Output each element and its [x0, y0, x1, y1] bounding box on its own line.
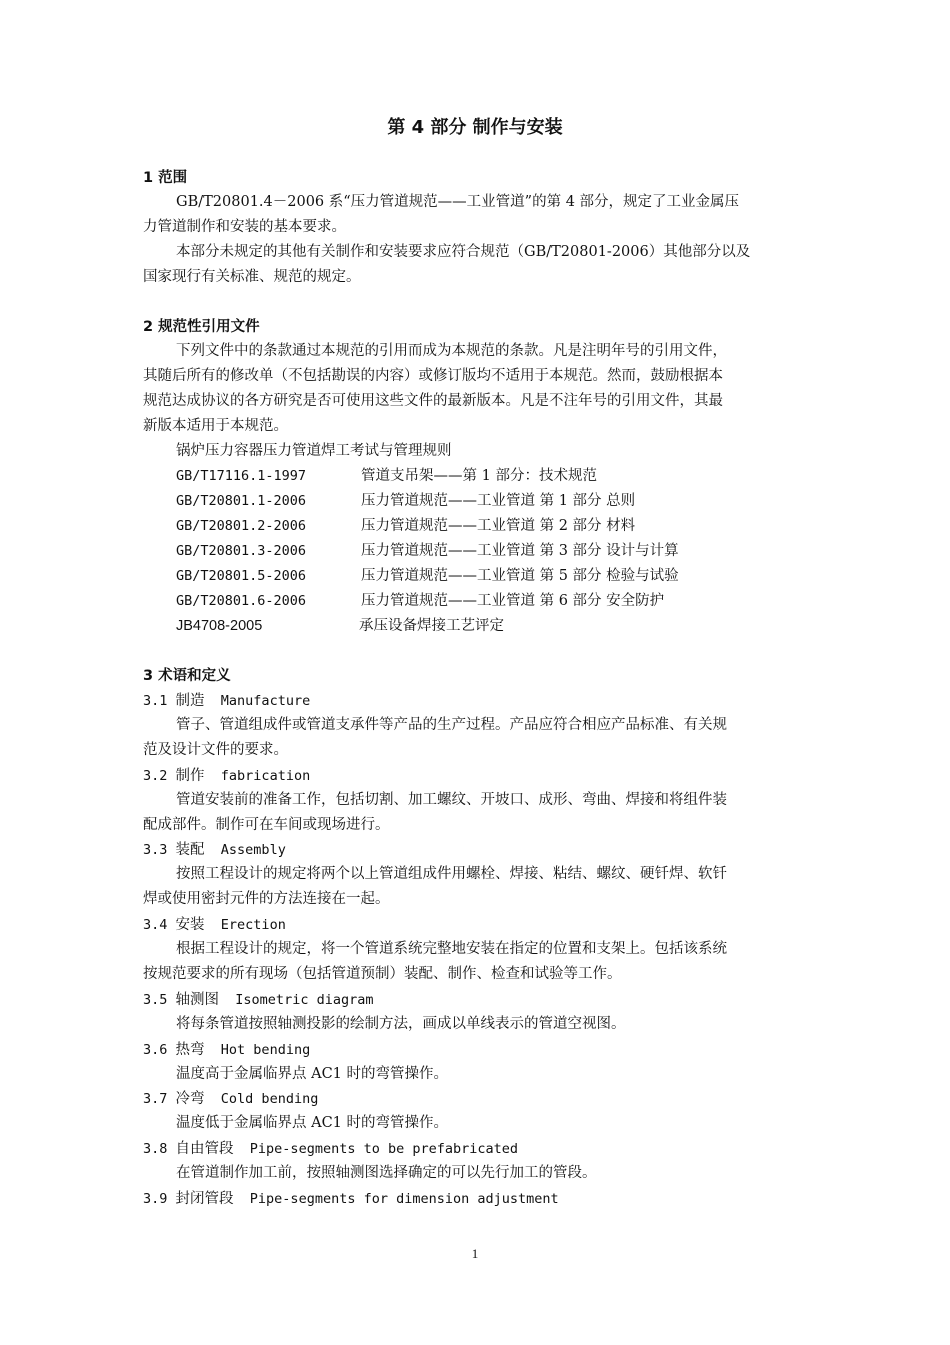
term-english: Pipe-segments for dimension adjustment — [249, 1191, 559, 1207]
term-number: 3.5 — [143, 992, 168, 1008]
definition-line: 配成部件。制作可在车间或现场进行。 — [143, 817, 390, 833]
reference-name: 压力管道规范——工业管道 第 6 部分 安全防护 — [361, 593, 665, 609]
definition-line: 温度低于金属临界点 AC1 时的弯管操作。 — [176, 1115, 449, 1131]
reference-name: 压力管道规范——工业管道 第 2 部分 材料 — [361, 518, 636, 534]
paragraph-line: 新版本适用于本规范。 — [143, 418, 288, 434]
paragraph-line: 其随后所有的修改单（不包括勘误的内容）或修订版均不适用于本规范。然而，鼓励根据本 — [143, 368, 723, 384]
definition-line: 按规范要求的所有现场（包括管道预制）装配、制作、检查和试验等工作。 — [143, 966, 622, 982]
reference-name: 承压设备焊接工艺评定 — [359, 618, 504, 634]
term-english: fabrication — [220, 768, 311, 784]
term-chinese: 安装 — [175, 917, 205, 933]
reference-code: GB/T20801.2-2006 — [176, 518, 307, 534]
term-chinese: 轴测图 — [175, 992, 220, 1008]
term-english: Isometric diagram — [235, 992, 374, 1008]
term-heading — [143, 764, 310, 788]
term-number: 3.2 — [143, 768, 168, 784]
paragraph-line: GB/T20801.4－2006 系“压力管道规范——工业管道”的第 4 部分，规定了工业金属压 — [176, 194, 740, 210]
reference-code: GB/T20801.5-2006 — [176, 568, 307, 584]
page-number: 1 — [471, 1246, 479, 1261]
term-heading — [143, 988, 373, 1012]
term-number: 3.9 — [143, 1191, 168, 1207]
term-english: Hot bending — [220, 1042, 311, 1058]
term-heading — [143, 1187, 559, 1211]
definition-line: 温度高于金属临界点 AC1 时的弯管操作。 — [176, 1066, 449, 1082]
reference-code: GB/T20801.6-2006 — [176, 593, 307, 609]
reference-code: JB4708-2005 — [176, 618, 263, 634]
term-chinese: 封闭管段 — [175, 1191, 234, 1207]
definition-line: 按照工程设计的规定将两个以上管道组成件用螺栓、焊接、粘结、螺纹、硬钎焊、软钎 — [176, 866, 727, 882]
term-english: Cold bending — [220, 1091, 319, 1107]
term-number: 3.4 — [143, 917, 168, 933]
term-chinese: 制作 — [175, 768, 205, 784]
paragraph-line: 下列文件中的条款通过本规范的引用而成为本规范的条款。凡是注明年号的引用文件， — [176, 343, 727, 359]
term-chinese: 制造 — [175, 693, 205, 709]
term-heading — [143, 1137, 518, 1161]
term-number: 3.8 — [143, 1141, 168, 1157]
term-english: Manufacture — [220, 693, 311, 709]
term-chinese: 热弯 — [175, 1042, 205, 1058]
section-3-heading: 3 术语和定义 — [143, 668, 231, 684]
reference-name: 压力管道规范——工业管道 第 5 部分 检验与试验 — [361, 568, 679, 584]
reference-code: GB/T17116.1-1997 — [176, 468, 307, 484]
reference-rules-title: 锅炉压力容器压力管道焊工考试与管理规则 — [176, 443, 452, 459]
term-english: Erection — [220, 917, 286, 933]
reference-name: 管道支吊架——第 1 部分：技术规范 — [361, 468, 597, 484]
definition-line: 根据工程设计的规定，将一个管道系统完整地安装在指定的位置和支架上。包括该系统 — [176, 941, 727, 957]
reference-code: GB/T20801.1-2006 — [176, 493, 307, 509]
term-english: Pipe-segments to be prefabricated — [249, 1141, 519, 1157]
term-heading — [143, 1038, 310, 1062]
term-number: 3.7 — [143, 1091, 168, 1107]
section-1-heading: 1 范围 — [143, 170, 188, 186]
definition-line: 范及设计文件的要求。 — [143, 742, 288, 758]
paragraph-line: 规范达成协议的各方研究是否可使用这些文件的最新版本。凡是不注年号的引用文件，其最 — [143, 393, 723, 409]
section-2-heading: 2 规范性引用文件 — [143, 319, 260, 335]
term-heading — [143, 1087, 318, 1111]
reference-code: GB/T20801.3-2006 — [176, 543, 307, 559]
term-chinese: 装配 — [175, 842, 205, 858]
paragraph-line: 本部分未规定的其他有关制作和安装要求应符合规范（GB/T20801-2006）其他部分以及 — [176, 244, 751, 260]
term-heading — [143, 913, 286, 937]
paragraph-line: 国家现行有关标准、规范的规定。 — [143, 269, 361, 285]
definition-line: 将每条管道按照轴测投影的绘制方法，画成以单线表示的管道空视图。 — [176, 1016, 626, 1032]
term-number: 3.6 — [143, 1042, 168, 1058]
term-chinese: 自由管段 — [175, 1141, 234, 1157]
definition-line: 焊或使用密封元件的方法连接在一起。 — [143, 891, 390, 907]
term-heading — [143, 838, 286, 862]
term-number: 3.3 — [143, 842, 168, 858]
term-chinese: 冷弯 — [175, 1091, 205, 1107]
term-heading — [143, 689, 310, 713]
definition-line: 在管道制作加工前，按照轴测图选择确定的可以先行加工的管段。 — [176, 1165, 597, 1181]
term-english: Assembly — [220, 842, 286, 858]
page-title: 第 4 部分 制作与安装 — [387, 117, 563, 138]
reference-name: 压力管道规范——工业管道 第 1 部分 总则 — [361, 493, 636, 509]
definition-line: 管道安装前的准备工作，包括切割、加工螺纹、开坡口、成形、弯曲、焊接和将组件装 — [176, 792, 727, 808]
term-number: 3.1 — [143, 693, 168, 709]
reference-name: 压力管道规范——工业管道 第 3 部分 设计与计算 — [361, 543, 679, 559]
definition-line: 管子、管道组成件或管道支承件等产品的生产过程。产品应符合相应产品标准、有关规 — [176, 717, 727, 733]
paragraph-line: 力管道制作和安装的基本要求。 — [143, 219, 346, 235]
